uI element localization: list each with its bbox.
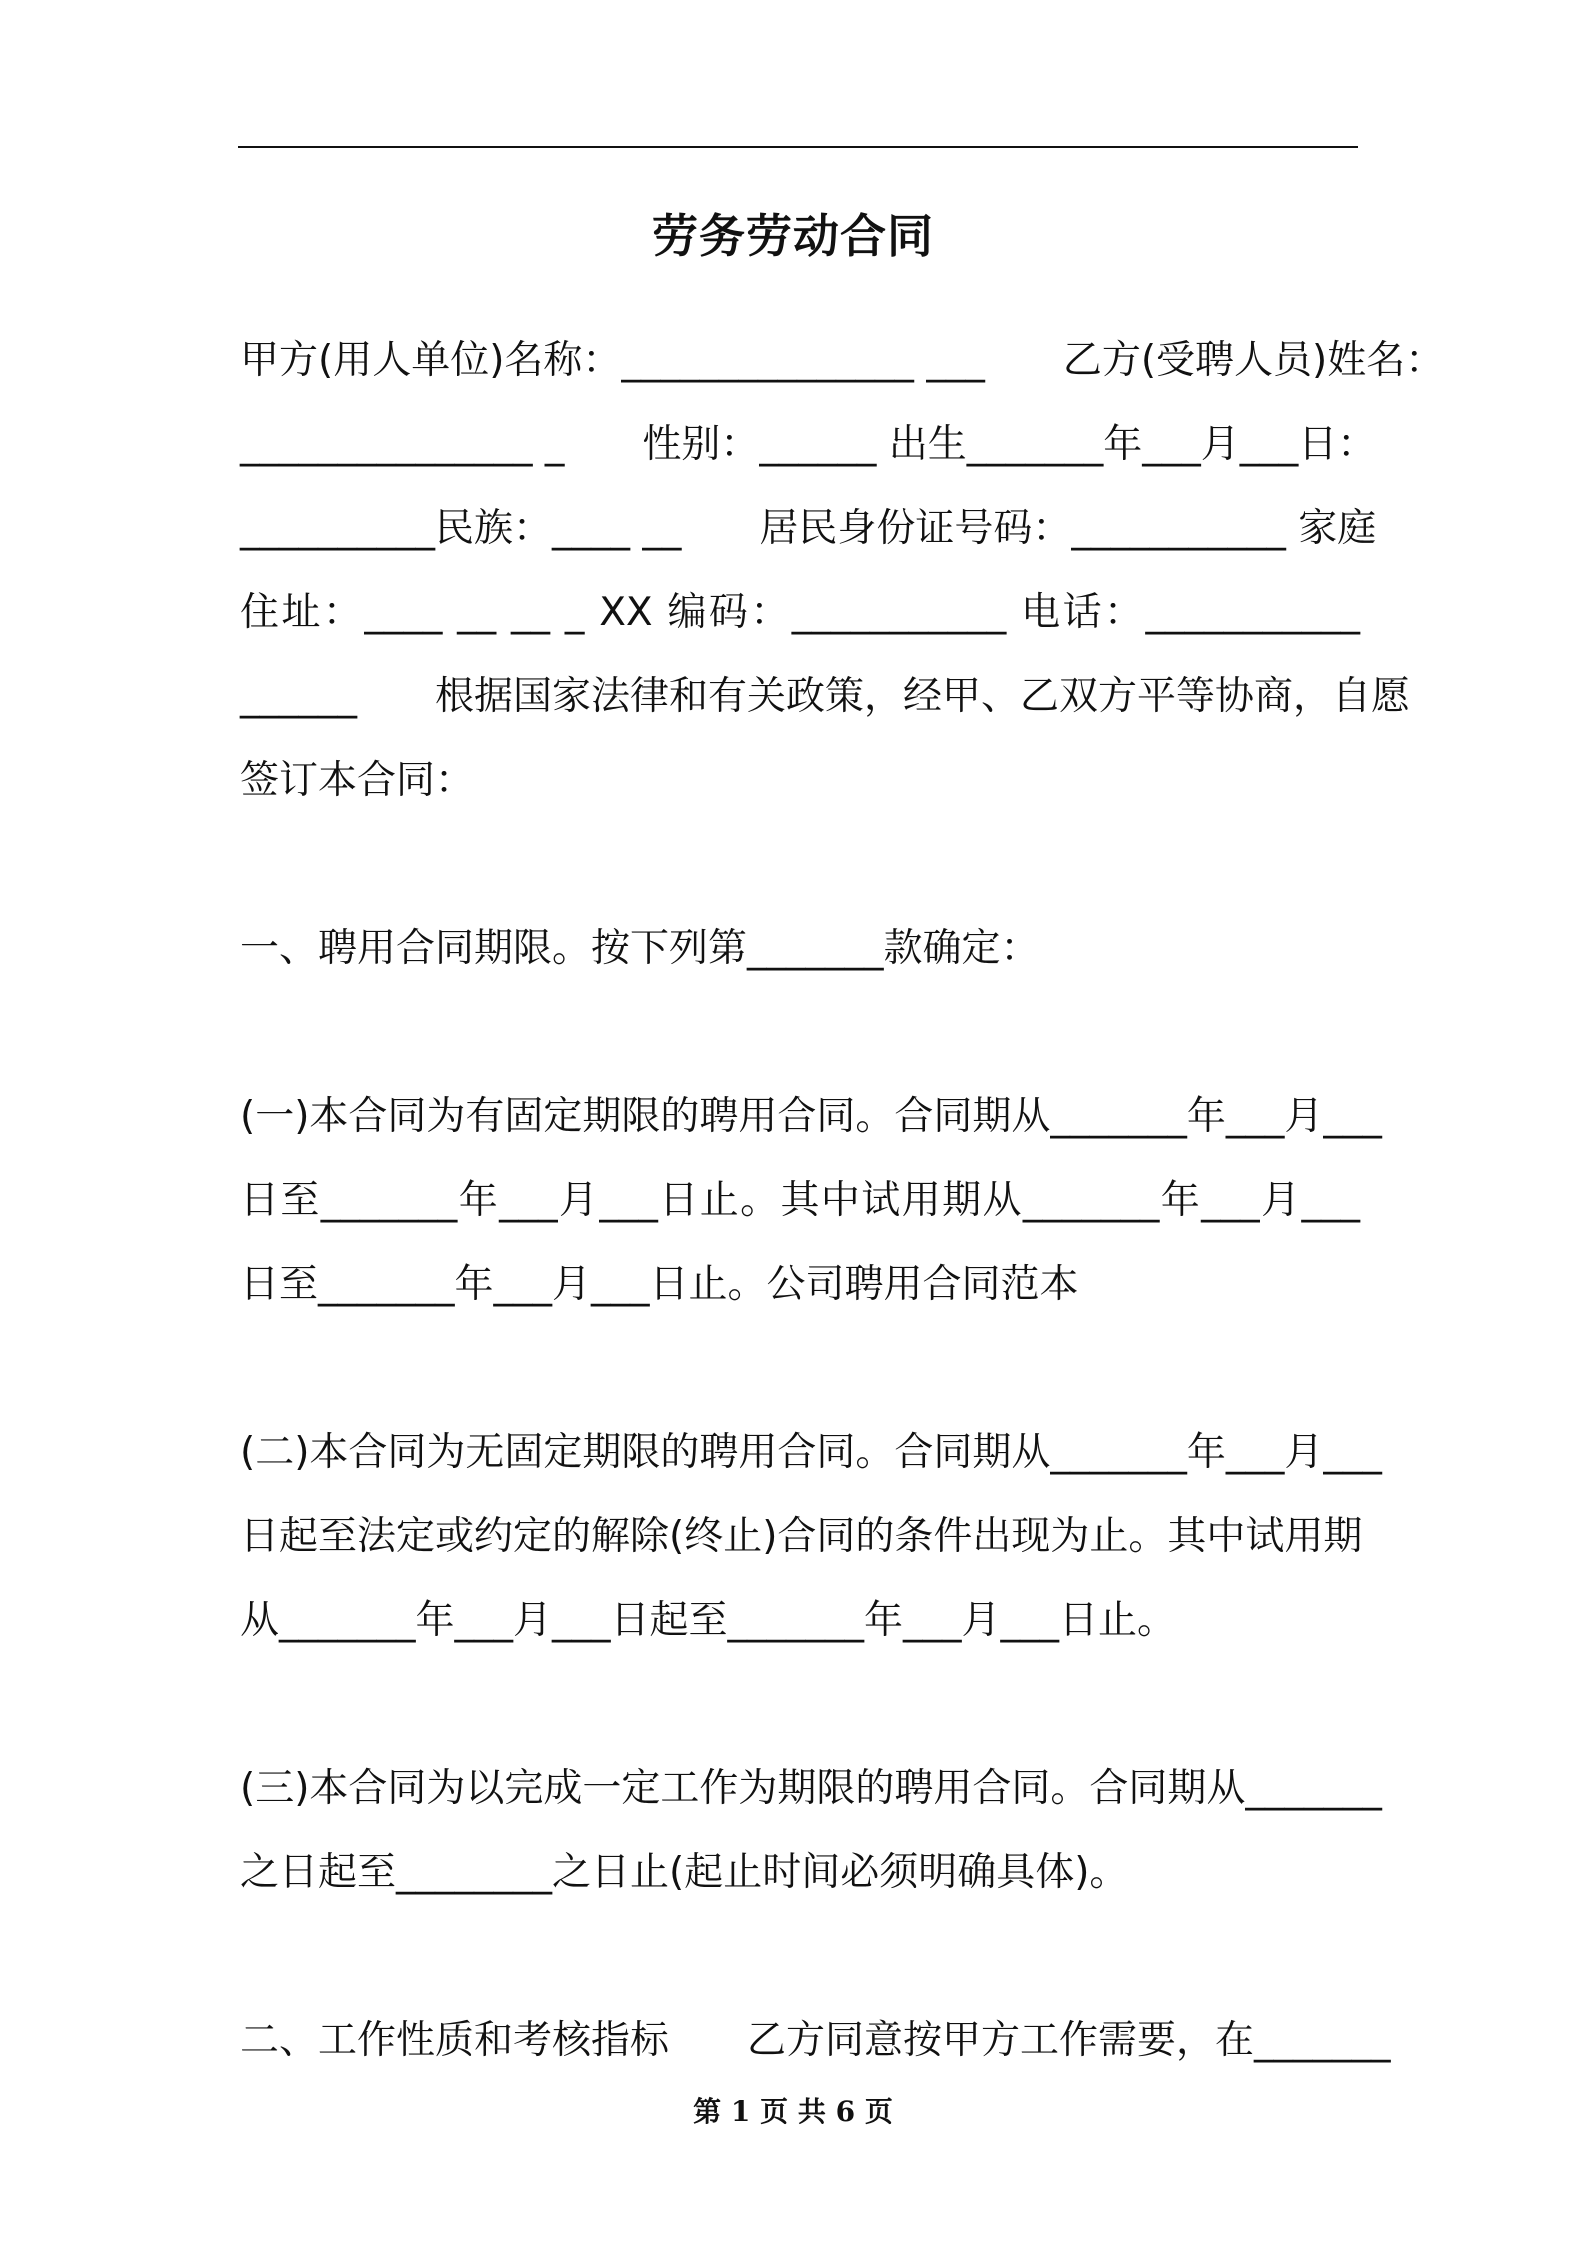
document-title: 劳务劳动合同: [652, 209, 934, 263]
page-number: 第 1 页 共 6 页: [693, 2095, 893, 2128]
party-line-6: 签订本合同：: [240, 758, 475, 803]
clause-1-line-2: 日至_______年___月___日止。其中试用期从_______年___月___: [240, 1178, 1360, 1223]
clause-3-line-1: (三)本合同为以完成一定工作为期限的聘用合同。合同期从_______: [240, 1766, 1382, 1811]
section-2-heading: 二、工作性质和考核指标 乙方同意按甲方工作需要，在_______: [240, 2018, 1391, 2063]
party-line-3: __________民族：____ __ 居民身份证号码：___________ 家庭: [240, 506, 1377, 551]
clause-2-line-1: (二)本合同为无固定期限的聘用合同。合同期从_______年___月___: [240, 1430, 1382, 1475]
clause-3-line-2: 之日起至________之日止(起止时间必须明确具体)。: [240, 1850, 1129, 1895]
party-line-4: 住址：____ __ __ _ XX 编码：___________ 电话：___________: [240, 590, 1360, 635]
section-1-heading: 一、聘用合同期限。按下列第_______款确定：: [240, 926, 1040, 971]
header-rule: [238, 146, 1358, 148]
clause-2-line-3: 从_______年___月___日起至_______年___月___日止。: [240, 1598, 1177, 1643]
clause-1-line-3: 日至_______年___月___日止。公司聘用合同范本: [240, 1262, 1079, 1307]
party-line-1: 甲方(用人单位)名称：_______________ ___ 乙方(受聘人员)姓名：: [240, 338, 1445, 383]
clause-1-line-1: (一)本合同为有固定期限的聘用合同。合同期从_______年___月___: [240, 1094, 1382, 1139]
clause-2-line-2: 日起至法定或约定的解除(终止)合同的条件出现为止。其中试用期: [240, 1514, 1363, 1559]
party-line-5: ______ 根据国家法律和有关政策，经甲、乙双方平等协商，自愿: [240, 674, 1411, 719]
party-line-2: _______________ _ 性别：______ 出生_______年___月___日：: [240, 422, 1377, 467]
